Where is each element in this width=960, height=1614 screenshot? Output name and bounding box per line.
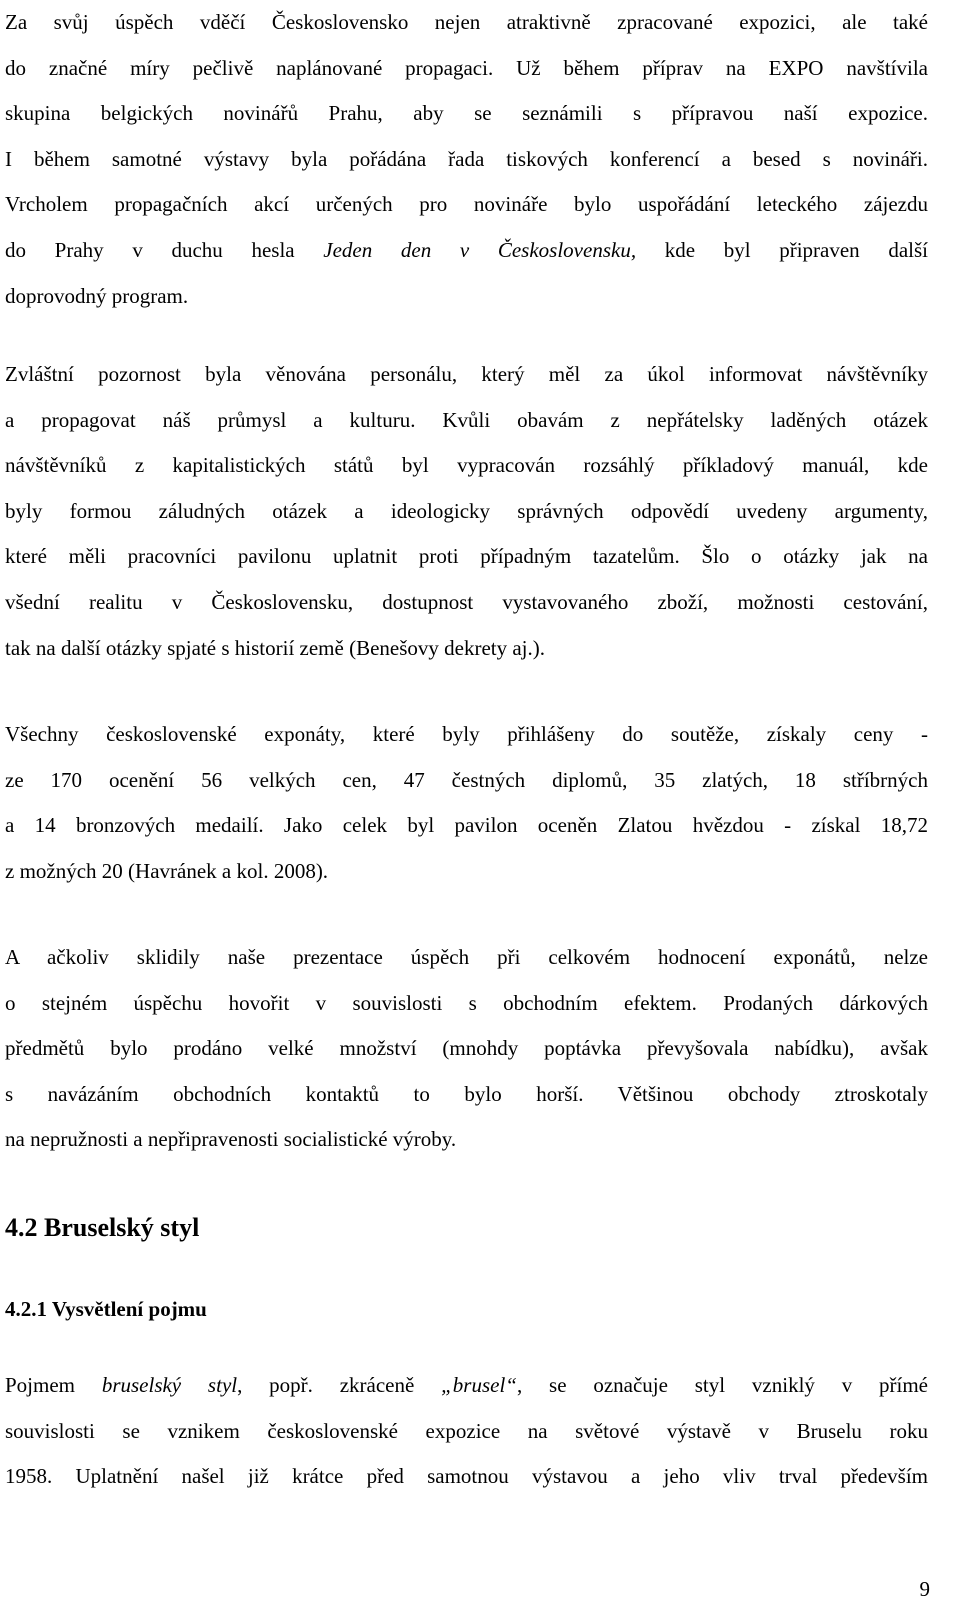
text-line: skupina belgických novinářů Prahu, aby se seznámili s přípravou naší expozice. [5, 101, 928, 126]
text-line: do značné míry pečlivě naplánované propagaci. Už během příprav na EXPO navštívila [5, 55, 928, 80]
text-line: doprovodný program. [5, 283, 189, 308]
text-line: Zvláštní pozornost byla věnována personálu, který měl za úkol informovat návštěvníky [5, 362, 928, 386]
italic-term: „brusel“ [441, 1373, 517, 1397]
text-line: a 14 bronzových medailí. Jako celek byl pavilon oceněn Zlatou hvězdou - získal 18,72 [5, 813, 928, 838]
paragraph-awards [5, 712, 928, 894]
text-line [5, 1363, 928, 1409]
text-segment: kde byl připraven další [636, 237, 928, 262]
section-heading-wrapper [5, 1215, 928, 1241]
text-line: 1958. Uplatnění našel již krátce před samotnou výstavou a jeho vliv trval především [5, 1464, 928, 1489]
text-line: návštěvníků z kapitalistických států byl vypracován rozsáhlý příkladový manuál, kde [5, 453, 928, 478]
subsection-heading-wrapper [5, 1299, 928, 1320]
text-line: s navázáním obchodních kontaktů to bylo horší. Většinou obchody ztroskotaly [5, 1081, 928, 1106]
text-line: na nepružnosti a nepřipravenosti socialistické výroby. [5, 1127, 457, 1152]
text-line: předmětů bylo prodáno velké množství (mnohdy poptávka převyšovala nabídku), avšak [5, 1036, 928, 1061]
text-segment: do Prahy v duchu hesla [5, 237, 324, 262]
text-line: z možných 20 (Havránek a kol. 2008). [5, 858, 329, 883]
text-line: ze 170 ocenění 56 velkých cen, 47 čestných diplomů, 35 zlatých, 18 stříbrných [5, 767, 928, 792]
text-line: které měli pracovníci pavilonu uplatnit proti případným tazatelům. Šlo o otázky jak na [5, 544, 928, 569]
text-segment: , se označuje styl vzniklý v přímé [516, 1373, 928, 1397]
paragraph-commerce [5, 935, 928, 1163]
text-line: byly formou záludných otázek a ideologicky správných odpovědí uvedeny argumenty, [5, 498, 928, 523]
text-line [5, 228, 928, 274]
italic-phrase: Jeden den v Československu, [323, 237, 637, 262]
text-line: tak na další otázky spjaté s historií země (Benešovy dekrety aj.). [5, 635, 546, 660]
text-line: Vrcholem propagačních akcí určených pro novináře bylo uspořádání leteckého zájezdu [5, 192, 928, 217]
paragraph-propagation [5, 0, 928, 319]
text-line: a propagovat náš průmysl a kulturu. Kvůli obavám z nepřátelsky laděných otázek [5, 407, 928, 432]
text-line: A ačkoliv sklidily naše prezentace úspěch při celkovém hodnocení exponátů, nelze [5, 945, 928, 969]
text-line: o stejném úspěchu hovořit v souvislosti s obchodním efektem. Prodaných dárkových [5, 990, 928, 1015]
page-number: 9 [919, 1577, 930, 1601]
section-heading: 4.2 Bruselský styl [5, 1213, 200, 1242]
text-segment: Pojmem [5, 1373, 102, 1397]
text-line: Všechny československé exponáty, které byly přihlášeny do soutěže, získaly ceny - [5, 722, 928, 746]
paragraph-personnel [5, 352, 928, 671]
paragraph-definition [5, 1363, 928, 1500]
italic-term: bruselský styl [101, 1373, 238, 1397]
text-line: Za svůj úspěch vděčí Československo nejen atraktivně zpracované expozici, ale také [5, 10, 928, 34]
text-line: souvislosti se vznikem československé expozice na světové výstavě v Bruselu roku [5, 1418, 928, 1443]
text-line: I během samotné výstavy byla pořádána řada tiskových konferencí a besed s novináři. [5, 146, 928, 171]
text-segment: , popř. zkráceně [237, 1373, 442, 1397]
subsection-heading: 4.2.1 Vysvětlení pojmu [5, 1297, 207, 1321]
text-line: všední realitu v Československu, dostupnost vystavovaného zboží, možnosti cestování, [5, 589, 928, 614]
